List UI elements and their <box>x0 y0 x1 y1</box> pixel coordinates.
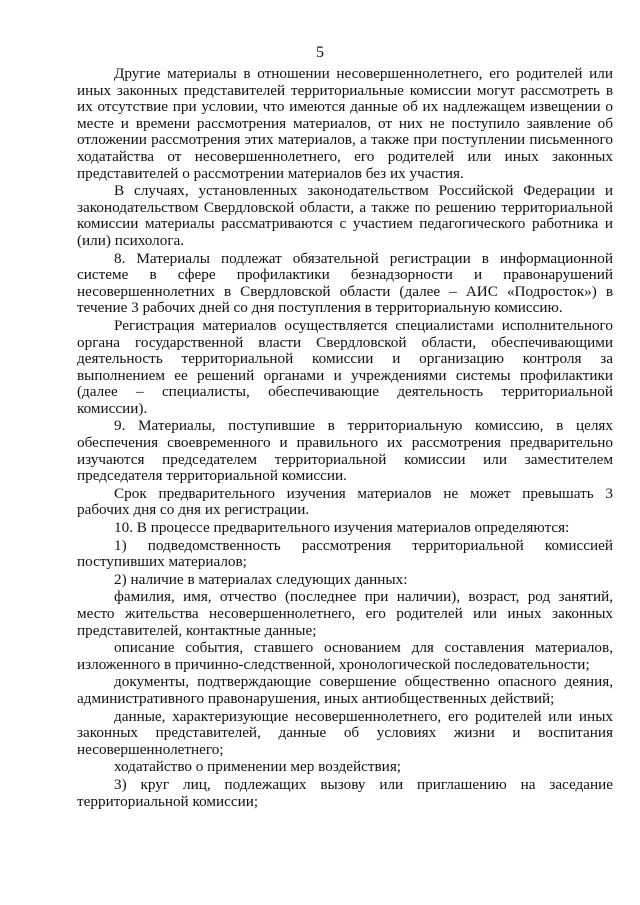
paragraph-item-9-preliminary-study: 9. Материалы, поступившие в территориальную комиссию, в целях обеспечения своевременного и правильного их рассмотрения предварительно изучаются председателем территориальной комиссии или заместителем председателя территориальной комиссии. <box>77 417 613 485</box>
paragraph-subitem-1-jurisdiction: 1) подведомственность рассмотрения территориальной комиссией поступивших материалов; <box>77 536 613 571</box>
document-body <box>77 66 613 811</box>
paragraph-item-10-intro: 10. В процессе предварительного изучения материалов определяются: <box>114 519 570 537</box>
paragraph-characterizing-data: данные, характеризующие несовершеннолетнего, его родителей или иных законных представителей, данные об условиях жизни и воспитания несовершеннолетнего; <box>77 707 613 758</box>
page-number: 5 <box>316 44 324 61</box>
paragraph-supporting-documents: документы, подтверждающие совершение общественно опасного деяния, административного правонарушения, иных антиобщественных действий; <box>77 673 613 707</box>
paragraph-measures-petition: ходатайство о применении мер воздействия; <box>114 758 402 776</box>
paragraph-item-8-registration: 8. Материалы подлежат обязательной регистрации в информационной системе в сфере профилактики безнадзорности и правонарушений несовершеннолетних в Свердловской области (далее – АИС «Подросток») в течение 3 рабочих дней со дня поступления в территориальную комиссию. <box>77 249 613 317</box>
paragraph-teacher-psychologist: В случаях, установленных законодательством Российской Федерации и законодательством Свердловской области, а также по решению территориальной комиссии материалы рассматриваются с участием педагогического работника и (или) психолога. <box>77 182 613 249</box>
paragraph-event-description: описание события, ставшего основанием для составления материалов, изложенного в причинно-следственной, хронологической последовательности; <box>77 639 613 673</box>
paragraph-study-deadline: Срок предварительного изучения материалов не может превышать 3 рабочих дня со дня их регистрации. <box>77 484 613 519</box>
paragraph-subitem-2-data: 2) наличие в материалах следующих данных: <box>114 570 408 588</box>
paragraph-personal-details: фамилия, имя, отчество (последнее при наличии), возраст, род занятий, место жительства несовершеннолетнего, его родителей или иных законных представителей, контактные данные; <box>77 588 613 639</box>
paragraph-subitem-3-persons: 3) круг лиц, подлежащих вызову или приглашению на заседание территориальной комиссии; <box>77 775 613 810</box>
paragraph-registration-specialists: Регистрация материалов осуществляется специалистами исполнительного органа государственной власти Свердловской области, обеспечивающими деятельность территориальной комиссии и организацию контроля за выполнением ее решений органами и учреждениями системы профилактики (далее – специалисты, обеспечивающие деятельность территориальной комиссии). <box>77 316 613 417</box>
paragraph-absent-review: Другие материалы в отношении несовершеннолетнего, его родителей или иных законных представителей территориальные комиссии могут рассмотреть в их отсутствие при условии, что имеются данные об их надлежащем извещении о месте и времени рассмотрения материалов, от них не поступило заявление об отложении рассмотрения этих материалов, а также при поступлении письменного ходатайства от несовершеннолетнего, его родителей или иных законных представителей о рассмотрении материалов без их участия. <box>77 65 613 182</box>
